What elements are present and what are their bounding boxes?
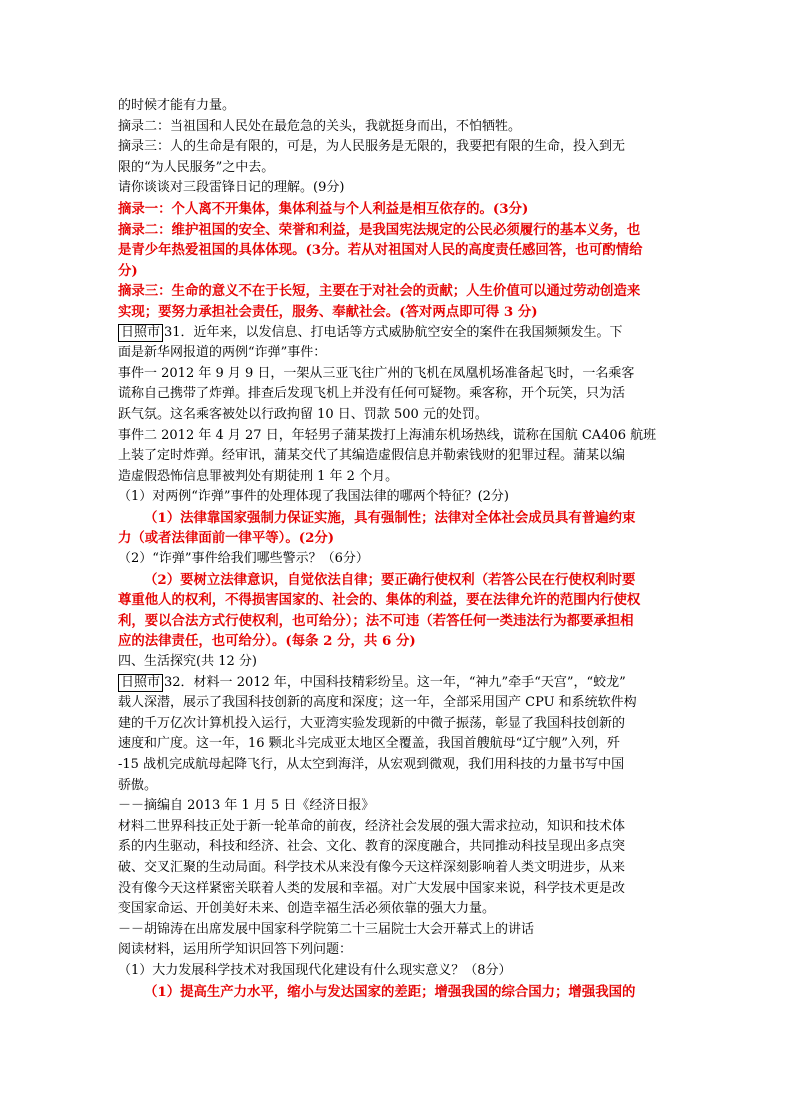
answer-line: 尊重他人的权利，不得损害国家的、社会的、集体的利益，要在法律允许的范围内行使权: [118, 592, 641, 609]
question-32-line: [118, 673, 678, 694]
answer-line: 利，要以合法方式行使权利，也可给分）；法不可违（若答任何一类违法行为都要承担相: [118, 612, 634, 629]
answer-line: （1）法律靠国家强制力保证实施，具有强制性；法律对全体社会成员具有普遍约束: [144, 509, 636, 526]
text-line: 摘录三：人的生命是有限的，可是，为人民服务是无限的，我要把有限的生命，投入到无: [118, 139, 626, 155]
question-line: （2）“诈弹”事件给我们哪些警示？（6分）: [118, 551, 369, 567]
text-line: 摘录二：当祖国和人民处在最危急的关头，我就挺身而出，不怕牺牲。: [118, 118, 522, 134]
answer-line: 实现；要努力承担社会责任，服务、奉献社会。(答对两点即可得 3 分): [118, 303, 538, 320]
text-line: 限的“为人民服务”之中去。: [118, 159, 275, 175]
text-line: 骄傲。: [118, 777, 158, 793]
answer-line: 分): [118, 262, 138, 279]
answer-line: 摘录三：生命的意义不在于长短，主要在于对社会的贡献；人生价值可以通过劳动创造来: [118, 283, 641, 300]
text-line: 速度和广度。这一年，16 颗北斗完成亚太地区全覆盖，我国首艘航母“辽宁舰”入列，歼: [118, 736, 620, 752]
question-31-line: [118, 323, 678, 344]
text-line: 变国家命运、开创美好未来、创造幸福生活必须依靠的强大力量。: [118, 901, 496, 917]
region-label-box: 日照市: [118, 324, 163, 342]
answer-line: 应的法律责任，也可给分）。(每条 2 分，共 6 分): [118, 633, 416, 650]
document-page: [118, 96, 678, 1002]
text-line: 破、交叉汇聚的生动局面。科学技术从来没有像今天这样深刻影响着人类文明进步，从来: [118, 859, 626, 875]
text-line: 系的内生驱动，科技和经济、社会、文化、教育的深度融合，共同推动科技呈现出多点突: [118, 839, 626, 855]
text-line: 事件一 2012 年 9 月 9 日，一架从三亚飞往广州的飞机在凤凰机场准备起飞时，一名乘客: [118, 365, 635, 381]
text-line: 谎称自己携带了炸弹。排查后发现飞机上并没有任何可疑物。乘客称，开个玩笑，只为活: [118, 386, 626, 402]
answer-line: 力（或者法律面前一律平等）。(2分): [118, 530, 335, 547]
answer-line: （2）要树立法律意识，自觉依法自律；要正确行使权利（若答公民在行使权利时要: [144, 571, 636, 588]
text-line: 上装了定时炸弹。经审讯，蒲某交代了其编造虚假信息并勒索钱财的犯罪过程。蒲某以编: [118, 448, 626, 464]
text-line: -15 战机完成航母起降飞行，从太空到海洋，从宏观到微观，我们用科技的力量书写中国: [118, 757, 625, 772]
question-line: （1）对两例“诈弹”事件的处理体现了我国法律的哪两个特征？(2分): [118, 489, 509, 505]
text-line: 材料二世界科技正处于新一轮革命的前夜，经济社会发展的强大需求拉动，知识和技术体: [118, 818, 626, 834]
region-label-box: 日照市: [118, 674, 163, 692]
question-line: （1）大力发展科学技术对我国现代化建设有什么现实意义？（8分）: [118, 962, 512, 978]
text-line: 载人深潜，展示了我国科技创新的高度和深度；这一年，全部采用国产 CPU 和系统软件构: [118, 695, 637, 711]
text-line: 没有像今天这样紧密关联着人类的发展和幸福。对广大发展中国家来说，科学技术更是改: [118, 880, 626, 896]
answer-line: 是青少年热爱祖国的具体体现。(3分。若从对祖国对人民的高度责任感回答，也可酌情给: [118, 242, 643, 259]
text-line: 的时候才能有力量。: [118, 98, 236, 113]
text-line: 建的千万亿次计算机投入运行，大亚湾实验发现新的中微子振荡，彰显了我国科技创新的: [118, 715, 626, 731]
source-line: －－摘编自 2013 年 1 月 5 日《经济日报》: [118, 798, 375, 814]
text-line: 阅读材料，运用所学知识回答下列问题：: [118, 942, 353, 958]
section-heading: 四、生活探究(共 12 分): [118, 654, 257, 670]
question-31-text: 31．近年来，以发信息、打电话等方式威胁航空安全的案件在我国频频发生。下: [164, 324, 623, 340]
text-line: 跃气氛。这名乘客被处以行政拘留 10 日、罚款 500 元的处罚。: [118, 406, 488, 422]
question-line: 请你谈谈对三段雷锋日记的理解。(9分): [118, 180, 345, 196]
answer-line: 摘录一：个人离不开集体，集体利益与个人利益是相互依存的。(3分): [118, 200, 529, 217]
text-line: 面是新华网报道的两例“诈弹”事件：: [118, 345, 327, 361]
text-line: 事件二 2012 年 4 月 27 日，年轻男子蒲某拨打上海浦东机场热线，谎称在国航 CA406 航班: [118, 427, 657, 443]
question-32-text: 32．材料一 2012 年，中国科技精彩纷呈。这一年，“神九”牵手“天宫”，“蛟龙”: [164, 674, 626, 690]
answer-line: （1）提高生产力水平，缩小与发达国家的差距；增强我国的综合国力；增强我国的: [144, 983, 636, 1000]
text-line: 造虚假恐怖信息罪被判处有期徒刑 1 年 2 个月。: [118, 468, 399, 484]
source-line: －－胡锦涛在出席发展中国家科学院第二十三届院士大会开幕式上的讲话: [118, 921, 535, 937]
answer-line: 摘录二：维护祖国的安全、荣誉和利益，是我国宪法规定的公民必须履行的基本义务，也: [118, 221, 641, 238]
